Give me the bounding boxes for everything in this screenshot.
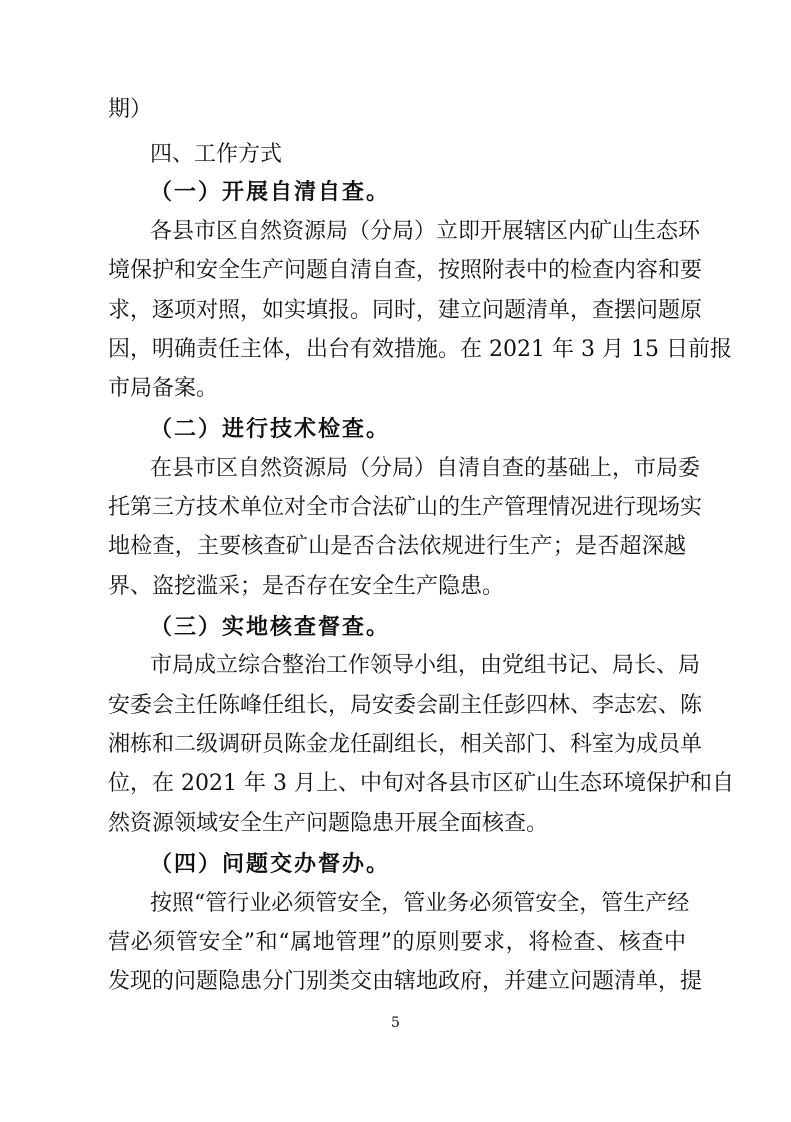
paragraph-line: 发现的问题隐患分门别类交由辖地政府，并建立问题清单，提 bbox=[108, 969, 703, 994]
subsection-heading-1: （一）开展自清自查。 bbox=[150, 179, 391, 205]
subsection-heading-2: （二）进行技术检查。 bbox=[150, 416, 391, 442]
section-heading: 四、工作方式 bbox=[150, 142, 283, 167]
paragraph-line: 各县市区自然资源局（分局）立即开展辖区内矿山生态环 bbox=[150, 219, 701, 244]
paragraph-line: 地检查，主要核查矿山是否合法依规进行生产；是否超深越 bbox=[108, 534, 686, 559]
paragraph-line: 湘栋和二级调研员陈金龙任副组长，相关部门、科室为成员单 bbox=[108, 732, 703, 757]
paragraph-line: 营必须管安全”和“属地管理”的原则要求，将检查、核查中 bbox=[108, 930, 686, 955]
paragraph-line: 位，在 2021 年 3 月上、中旬对各县市区矿山生态环境保护和自 bbox=[108, 771, 734, 796]
paragraph-line: 按照“管行业必须管安全，管业务必须管安全，管生产经 bbox=[150, 891, 690, 916]
paragraph-line: 市局成立综合整治工作领导小组，由党组书记、局长、局 bbox=[150, 653, 701, 678]
paragraph-line: 然资源领域安全生产问题隐患开展全面核查。 bbox=[108, 811, 549, 836]
continuation-line: 期） bbox=[108, 97, 153, 122]
paragraph-line: 安委会主任陈峰任组长，局安委会副主任彭四林、李志宏、陈 bbox=[108, 693, 703, 718]
subsection-heading-3: （三）实地核查督查。 bbox=[150, 614, 391, 640]
paragraph-line: 求，逐项对照，如实填报。同时，建立问题清单，查摆问题原 bbox=[108, 298, 703, 323]
paragraph-line: 在县市区自然资源局（分局）自清自查的基础上，市局委 bbox=[150, 456, 701, 481]
paragraph-line: 市局备案。 bbox=[108, 376, 219, 401]
paragraph-line: 界、盗挖滥采；是否存在安全生产隐患。 bbox=[108, 574, 505, 599]
page-number: 5 bbox=[391, 1015, 400, 1031]
paragraph-line: 托第三方技术单位对全市合法矿山的生产管理情况进行现场实 bbox=[108, 495, 703, 520]
subsection-heading-4: （四）问题交办督办。 bbox=[150, 851, 391, 877]
paragraph-line: 境保护和安全生产问题自清自查，按照附表中的检查内容和要 bbox=[108, 258, 703, 283]
paragraph-line: 因，明确责任主体，出台有效措施。在 2021 年 3 月 15 日前报 bbox=[108, 337, 732, 362]
